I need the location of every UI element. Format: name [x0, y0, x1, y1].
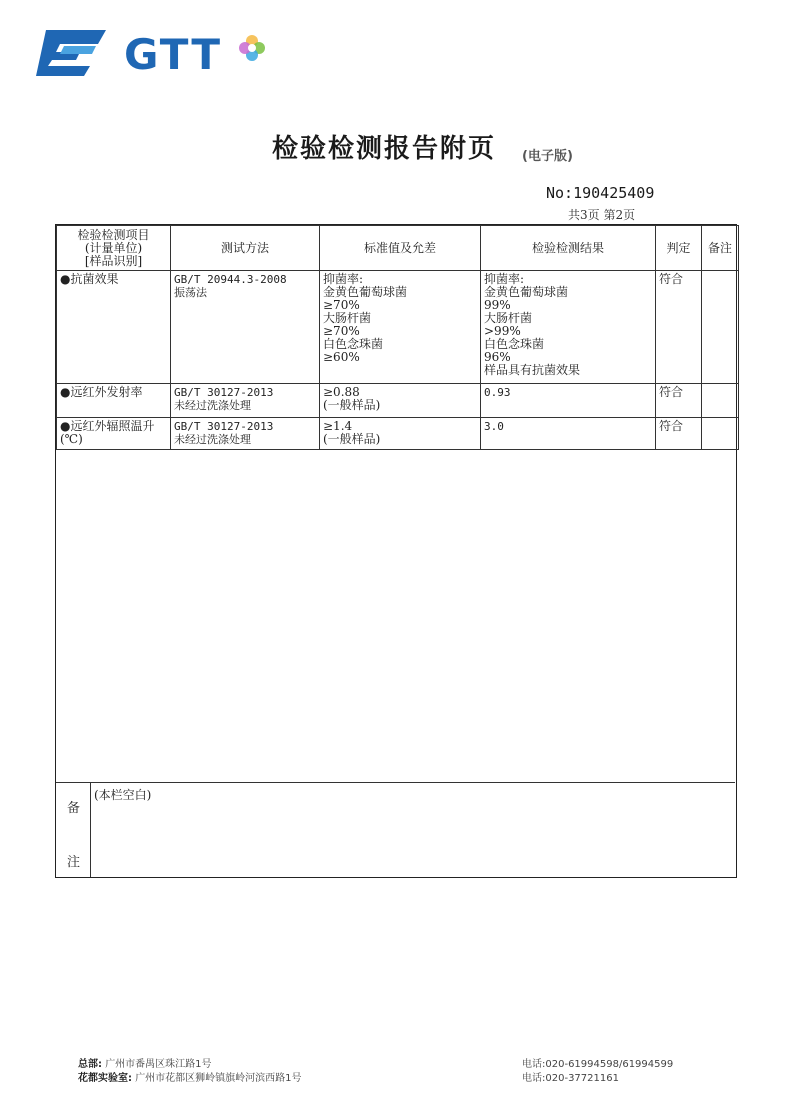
table-row	[57, 418, 739, 450]
cell-judgement: 符合	[656, 418, 702, 450]
cell-judgement: 符合	[656, 384, 702, 418]
cell-standard: 抑菌率: 金黄色葡萄球菌 ≥70% 大肠杆菌 ≥70% 白色念珠菌 ≥60%	[320, 271, 481, 384]
footer-lab-phone: 电话:020-37721161	[522, 1073, 619, 1084]
header-result: 检验检测结果	[481, 226, 656, 271]
remarks-label: 备 注	[56, 783, 91, 877]
page-info: 共3页 第2页	[568, 208, 636, 222]
cell-method: GB/T 20944.3-2008 振荡法	[171, 271, 320, 384]
header-method: 测试方法	[171, 226, 320, 271]
table-row	[57, 271, 739, 384]
cell-item: ●抗菌效果	[57, 271, 171, 384]
cell-result: 3.0	[481, 418, 656, 450]
company-logo	[36, 30, 276, 80]
header-standard: 标准值及允差	[320, 226, 481, 271]
results-table	[56, 225, 739, 450]
cell-method: GB/T 30127-2013 未经过洗涤处理	[171, 418, 320, 450]
footer-hq-phone: 电话:020-61994598/61994599	[522, 1059, 674, 1070]
header-judgement: 判定	[656, 226, 702, 271]
cell-result: 抑菌率: 金黄色葡萄球菌 99% 大肠杆菌 >99% 白色念珠菌 96% 样品具有抗菌效果	[481, 271, 656, 384]
remarks-text: (本栏空白)	[94, 788, 152, 802]
edition-label: (电子版)	[522, 149, 573, 164]
cell-item: ●远红外辐照温升 (℃)	[57, 418, 171, 450]
results-table-frame	[55, 224, 737, 878]
logo-mark-icon	[36, 30, 106, 76]
cell-judgement: 符合	[656, 271, 702, 384]
cell-result: 0.93	[481, 384, 656, 418]
footer-phones	[522, 1058, 673, 1086]
header-note: 备注	[702, 226, 739, 271]
cell-method: GB/T 30127-2013 未经过洗涤处理	[171, 384, 320, 418]
logo-flower-icon	[236, 32, 268, 64]
cell-note	[702, 418, 739, 450]
footer-lab: 花都实验室: 广州市花都区狮岭镇旗岭河滨西路1号	[78, 1073, 302, 1084]
cell-note	[702, 271, 739, 384]
brand-name: GTT	[124, 30, 222, 79]
header-item: 检验检测项目 (计量单位) [样品识别]	[57, 226, 171, 271]
table-header-row	[57, 226, 739, 271]
cell-note	[702, 384, 739, 418]
page-title: 检验检测报告附页	[272, 134, 497, 164]
cell-standard: ≥0.88 (一般样品)	[320, 384, 481, 418]
table-row	[57, 384, 739, 418]
footer-hq: 总部: 广州市番禺区珠江路1号	[78, 1059, 212, 1070]
cell-item: ●远红外发射率	[57, 384, 171, 418]
footer-addresses	[78, 1058, 302, 1086]
report-number: No:190425409	[546, 184, 655, 202]
remarks-section	[56, 782, 735, 877]
cell-standard: ≥1.4 (一般样品)	[320, 418, 481, 450]
